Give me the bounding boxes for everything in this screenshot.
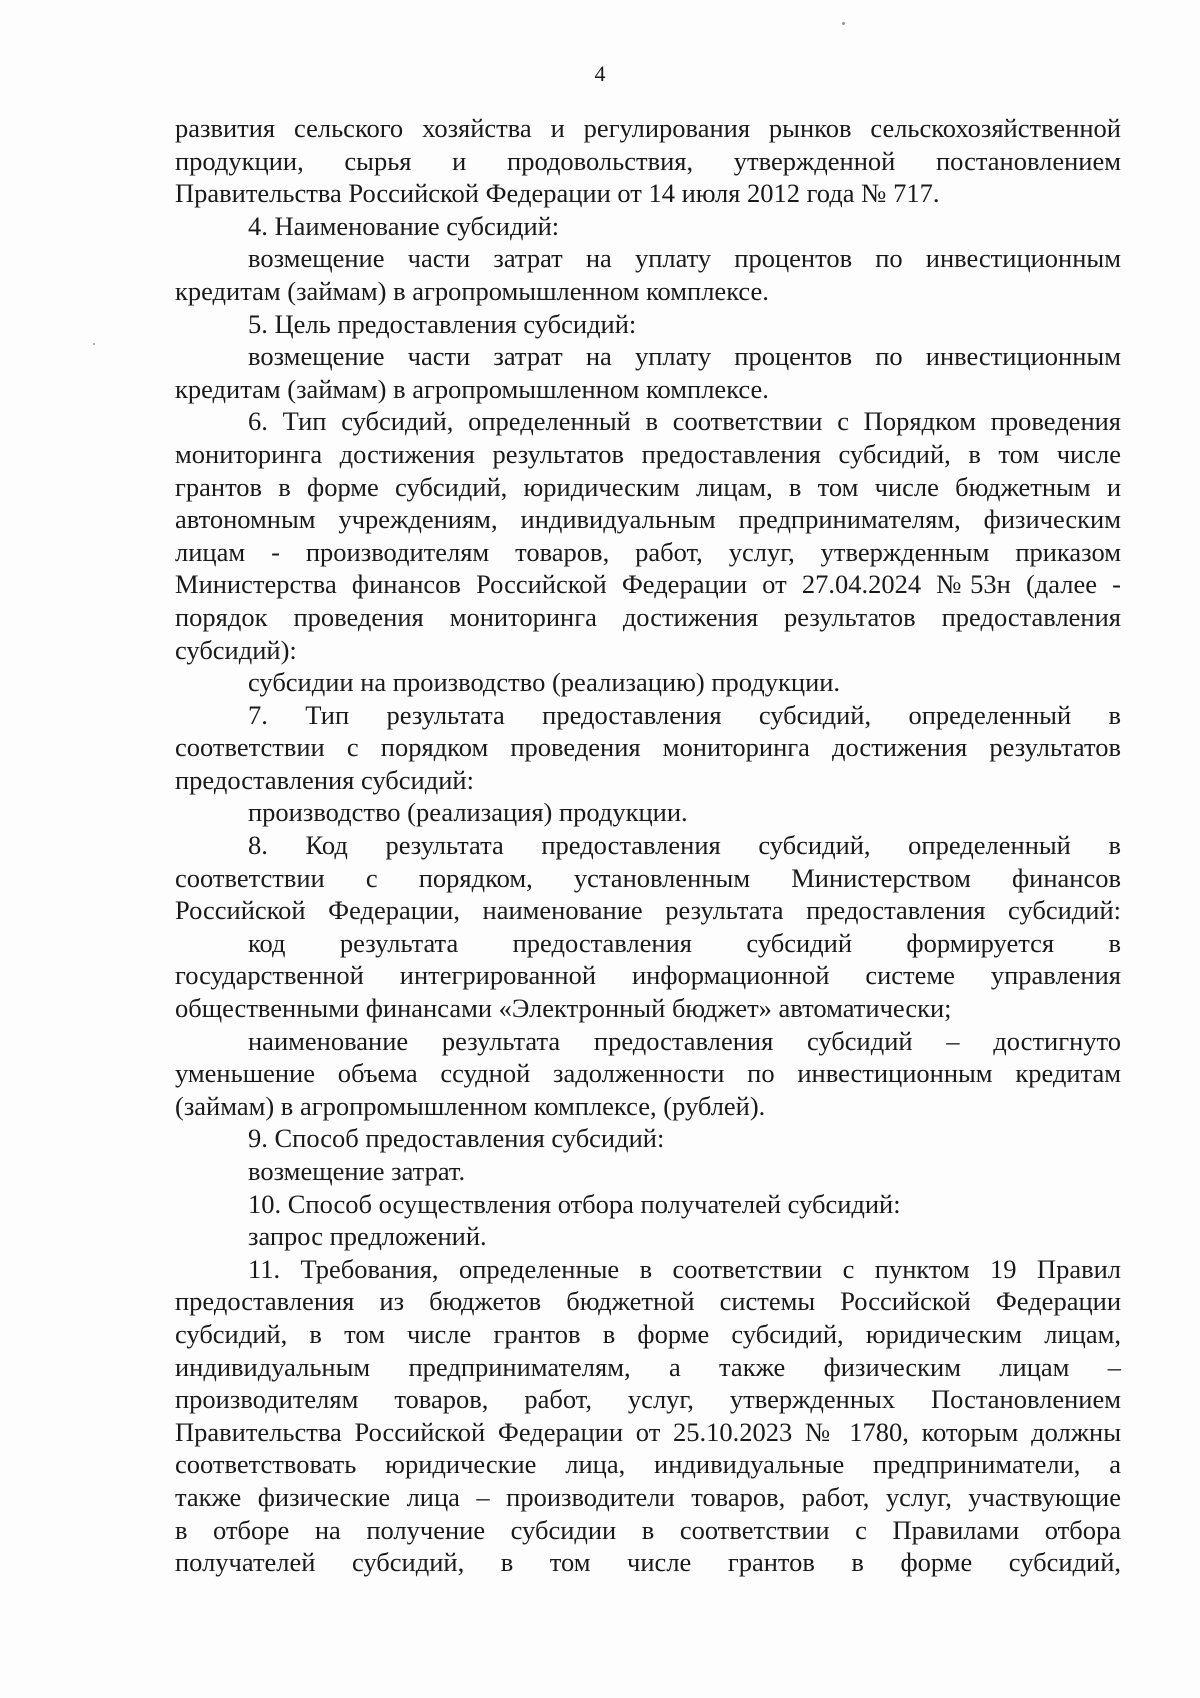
text-line: государственной интегрированной информационной системе управления xyxy=(175,960,1121,991)
text-line: кредитам (займам) в агропромышленном комплексе. xyxy=(175,275,769,306)
text-line: кредитам (займам) в агропромышленном комплексе. xyxy=(175,373,769,404)
text-line: продукции, сырья и продовольствия, утвержденной постановлением xyxy=(175,145,1121,176)
document-body xyxy=(175,112,1121,1579)
scan-speck xyxy=(842,22,845,25)
text-line: также физические лица – производители товаров, работ, услуг, участвующие xyxy=(175,1481,1121,1512)
text-line: наименование результата предоставления субсидий – достигнуто xyxy=(248,1025,1121,1056)
text-line: производство (реализация) продукции. xyxy=(248,797,688,828)
text-line: предоставления из бюджетов бюджетной системы Российской Федерации xyxy=(175,1286,1121,1317)
text-line: 5. Цель предоставления субсидий: xyxy=(248,308,637,339)
text-line: код результата предоставления субсидий формируется в xyxy=(248,927,1121,958)
text-line: получателей субсидий, в том числе грантов в форме субсидий, xyxy=(175,1547,1121,1578)
text-line: 4. Наименование субсидий: xyxy=(248,210,560,241)
text-line: 9. Способ предоставления субсидий: xyxy=(248,1123,665,1154)
text-line: 11. Требования, определенные в соответствии с пунктом 19 Правил xyxy=(248,1253,1121,1284)
text-line: соответствии с порядком проведения мониторинга достижения результатов xyxy=(175,732,1121,763)
text-line: 8. Код результата предоставления субсидий, определенный в xyxy=(248,830,1121,861)
text-line: индивидуальным предпринимателям, а также физическим лицам – xyxy=(175,1351,1121,1382)
text-line: Российской Федерации, наименование результата предоставления субсидий: xyxy=(175,895,1121,926)
text-line: 7. Тип результата предоставления субсидий, определенный в xyxy=(248,699,1121,730)
text-line: предоставления субсидий: xyxy=(175,764,474,795)
text-line: производителям товаров, работ, услуг, утвержденных Постановлением xyxy=(175,1384,1121,1415)
text-line: развития сельского хозяйства и регулирования рынков сельскохозяйственной xyxy=(175,113,1121,143)
text-line: уменьшение объема ссудной задолженности по инвестиционным кредитам xyxy=(175,1058,1121,1089)
text-line: общественными финансами «Электронный бюджет» автоматически; xyxy=(175,993,952,1024)
text-line: субсидий): xyxy=(175,634,297,665)
text-line: 6. Тип субсидий, определенный в соответствии с Порядком проведения xyxy=(248,406,1121,437)
text-line: возмещение части затрат на уплату процентов по инвестиционным xyxy=(248,341,1121,372)
text-line: Правительства Российской Федерации от 25.10.2023 № 1780, которым должны xyxy=(175,1416,1121,1447)
text-line: 10. Способ осуществления отбора получателей субсидий: xyxy=(248,1188,901,1219)
text-line: возмещение затрат. xyxy=(248,1156,466,1186)
text-line: запрос предложений. xyxy=(248,1221,487,1252)
text-line: автономным учреждениям, индивидуальным предпринимателям, физическим xyxy=(175,504,1121,535)
text-line: соответствовать юридические лица, индивидуальные предприниматели, а xyxy=(175,1449,1121,1480)
text-line: Правительства Российской Федерации от 14 июля 2012 года № 717. xyxy=(175,178,940,209)
text-line: мониторинга достижения результатов предоставления субсидий, в том числе xyxy=(175,438,1121,469)
scan-speck xyxy=(93,343,95,345)
text-line: (займам) в агропромышленном комплексе, (рублей). xyxy=(175,1090,766,1121)
text-line: Министерства финансов Российской Федерации от 27.04.2024 №53н (далее - xyxy=(175,569,1121,600)
text-line: грантов в форме субсидий, юридическим лицам, в том числе бюджетным и xyxy=(175,471,1121,502)
text-line: возмещение части затрат на уплату процентов по инвестиционным xyxy=(248,243,1121,274)
text-line: порядок проведения мониторинга достижения результатов предоставления xyxy=(175,601,1121,632)
text-line: в отборе на получение субсидии в соответствии с Правилами отбора xyxy=(175,1514,1121,1545)
text-line: соответствии с порядком, установленным Министерством финансов xyxy=(175,862,1121,893)
text-line: лицам - производителям товаров, работ, услуг, утвержденным приказом xyxy=(175,536,1121,567)
page-number: 4 xyxy=(594,61,606,86)
text-line: субсидии на производство (реализацию) продукции. xyxy=(248,667,841,698)
text-line: субсидий, в том числе грантов в форме субсидий, юридическим лицам, xyxy=(175,1318,1121,1349)
